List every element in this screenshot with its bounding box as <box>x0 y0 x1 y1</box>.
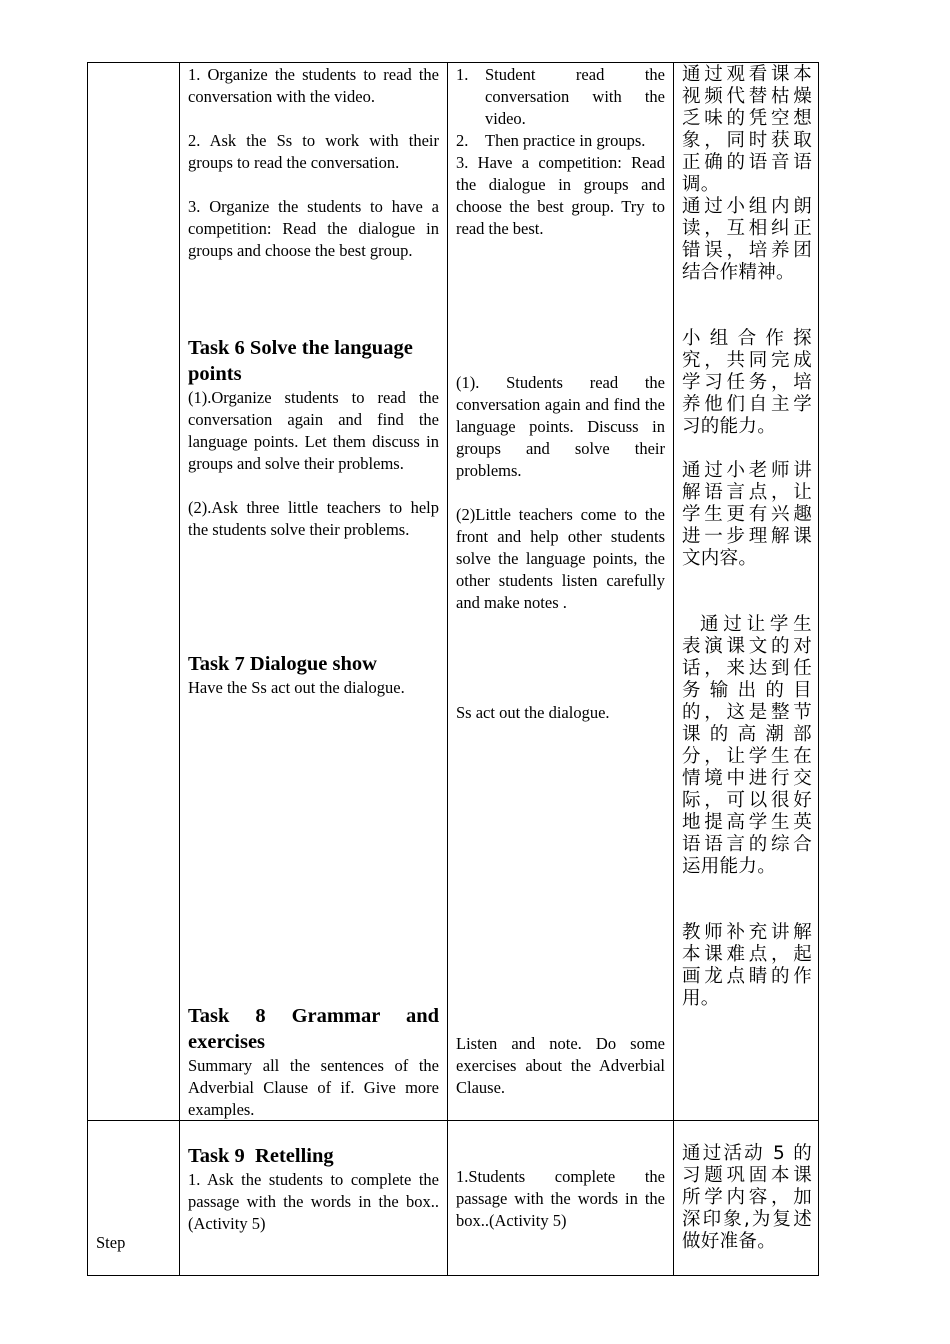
purpose-text-7: 通过活动 5 的习题巩固本课所学内容，加深印象,为复述做好准备。 <box>682 1143 812 1252</box>
student-item-1-number: 1. <box>456 65 469 84</box>
task8-teacher <box>188 1003 439 1121</box>
teacher-item-3: 3. Organize the students to have a competition: Read the dialogue in groups and choose the best group. <box>188 197 439 260</box>
purpose-task6-b <box>682 460 812 570</box>
task9-students <box>456 1166 665 1232</box>
purpose-text-4: 通过小老师讲解语言点，让学生更有兴趣进一步理解课文内容。 <box>682 460 812 569</box>
student-item-1 <box>456 64 665 130</box>
task6-student-step-1: (1). Students read the conversation again and find the language points. Discuss in groups and solve their problems. <box>456 373 665 480</box>
student-item-2-text: Then practice in groups. <box>485 131 646 150</box>
task8-teacher-step: Summary all the sentences of the Adverbial Clause of if. Give more examples. <box>188 1056 439 1119</box>
task9-title: Task 9 Retelling <box>188 1145 334 1167</box>
purpose-text-6: 教师补充讲解本课难点，起画龙点睛的作用。 <box>682 922 812 1009</box>
task8-student-step: Listen and note. Do some exercises about the Adverbial Clause. <box>456 1034 665 1097</box>
teacher-item-2: 2. Ask the Ss to work with their groups to read the conversation. <box>188 131 439 172</box>
student-reading-activities <box>456 64 665 240</box>
table-left-border <box>87 62 88 1276</box>
step-label: Step <box>96 1233 126 1252</box>
task7-title: Task 7 Dialogue show <box>188 653 377 675</box>
task9-student-step: 1.Students complete the passage with the words in the box..(Activity 5) <box>456 1167 665 1230</box>
purpose-task6-a <box>682 328 812 438</box>
task7-teacher-step: Have the Ss act out the dialogue. <box>188 678 405 697</box>
teacher-reading-activities <box>188 64 439 262</box>
table-col-divider-2 <box>447 62 448 1276</box>
task8-title: Task 8 Grammar and exercises <box>188 1005 439 1053</box>
student-item-2-number: 2. <box>456 131 469 150</box>
table-col-divider-3 <box>673 62 674 1276</box>
table-top-border <box>87 62 819 63</box>
task8-students <box>456 1033 665 1099</box>
task6-students <box>456 372 665 614</box>
purpose-task8 <box>682 922 812 1010</box>
task9-teacher-step: 1. Ask the students to complete the passage with the words in the box..(Activity 5) <box>188 1170 439 1233</box>
task9-teacher <box>188 1143 439 1235</box>
task6-title: Task 6 Solve the language points <box>188 337 413 385</box>
task7-student-step: Ss act out the dialogue. <box>456 703 610 722</box>
task6-teacher <box>188 335 439 541</box>
purpose-task9 <box>682 1143 812 1253</box>
purpose-text-1: 通过观看课本视频代替枯燥乏味的凭空想象，同时获取正确的语音语调。 <box>682 64 812 195</box>
task6-teacher-step-1: (1).Organize students to read the conversation again and find the language points. Let them discuss in groups and solve their problems. <box>188 388 439 473</box>
purpose-text-3: 小组合作探究，共同完成学习任务，培养他们自主学习的能力。 <box>682 328 812 437</box>
purpose-reading-1 <box>682 64 812 284</box>
table-right-border <box>818 62 819 1276</box>
student-item-3: 3. Have a competition: Read the dialogue in groups and choose the best group. Try to read the best. <box>456 153 665 238</box>
task7-teacher <box>188 651 439 699</box>
table-bottom-border <box>87 1275 819 1276</box>
purpose-task7 <box>682 614 812 878</box>
purpose-text-2: 通过小组内朗读，互相纠正错误，培养团结合作精神。 <box>682 196 812 283</box>
student-item-2 <box>456 130 665 152</box>
student-item-1-text: Student read the conversation with the video. <box>485 65 665 128</box>
task7-students <box>456 702 665 724</box>
purpose-text-5: 通过让学生表演课文的对话，来达到任务输出的目的，这是整节课的高潮部分，让学生在情境中进行交际，可以很好地提高学生英语语言的综合运用能力。 <box>682 614 812 877</box>
teacher-item-1: 1. Organize the students to read the conversation with the video. <box>188 65 439 106</box>
task6-teacher-step-2: (2).Ask three little teachers to help the students solve their problems. <box>188 498 439 539</box>
table-col-divider-1 <box>179 62 180 1276</box>
task6-student-step-2: (2)Little teachers come to the front and help other students solve the language points, the other students listen carefully and make notes . <box>456 505 665 612</box>
